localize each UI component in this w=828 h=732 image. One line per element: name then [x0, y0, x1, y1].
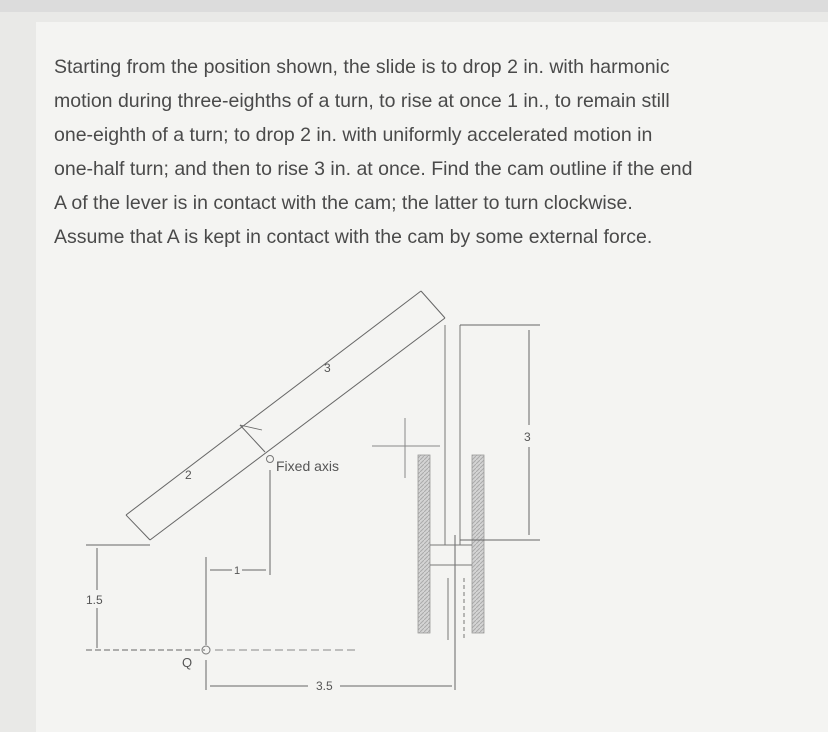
left-guide [418, 455, 430, 633]
problem-line-1: Starting from the position shown, the slide is to drop 2 in. with harmonic [54, 56, 670, 78]
short-arm-label: 2 [185, 468, 192, 482]
horizontal-dimension-1 [206, 470, 270, 645]
problem-line-4: one-half turn; and then to rise 3 in. at once. Find the cam outline if the end [54, 158, 693, 180]
slide [430, 325, 472, 640]
problem-line-5: A of the lever is in contact with the cam; the latter to turn clockwise. [54, 192, 633, 214]
center-distance-label: 3.5 [316, 679, 333, 693]
problem-line-2: motion during three-eighths of a turn, to rise at once 1 in., to remain still [54, 90, 670, 112]
lever-length-label: 3 [324, 361, 331, 375]
vertical-dimension-1-5 [86, 545, 205, 650]
horizontal-offset-label: 1 [234, 565, 241, 577]
slide-height-label: 3 [524, 430, 531, 444]
fixed-axis-pivot [267, 456, 274, 463]
problem-line-3: one-eighth of a turn; to drop 2 in. with uniformly accelerated motion in [54, 124, 653, 146]
vertical-offset-label: 1.5 [86, 593, 103, 607]
cam-center-label: Q [182, 655, 193, 670]
lever-arm [126, 291, 445, 540]
fixed-axis-label: Fixed axis [276, 458, 340, 474]
problem-line-6: Assume that A is kept in contact with the cam by some external force. [54, 226, 653, 248]
right-guide [472, 455, 484, 633]
